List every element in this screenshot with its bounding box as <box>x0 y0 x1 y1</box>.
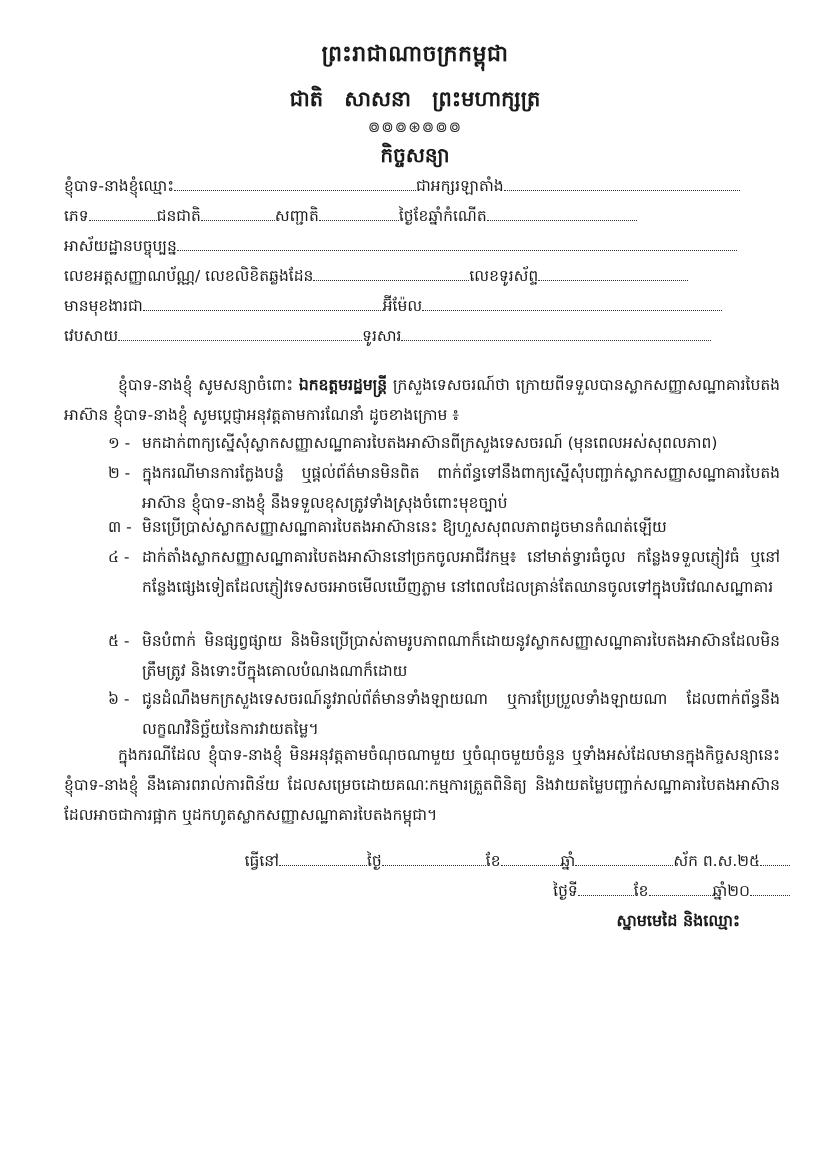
website-blank[interactable] <box>118 326 362 341</box>
year-label: ឆ្នាំ <box>560 852 576 870</box>
list-item <box>108 684 780 744</box>
birthdate-blank[interactable] <box>487 206 637 221</box>
item-text: ដាក់តាំងស្លាកសញ្ញាសណ្ឋាគារបៃតងអាស៊ាននៅច្រកចូលអាជីវកម្ម៖ នៅមាត់ទ្វារធំចូល កន្លែងទទួលភ្ញៀវធំ ឬនៅកន្លែងផ្សេងទៀតដែលភ្ញៀវទេសចរអាចមើលឃើញភ្លាម នៅពេលដែលគ្រាន់តែឈានចូលទៅក្នុងបរិវេណសណ្ឋាគារ <box>142 548 780 596</box>
ethnicity-blank[interactable] <box>201 206 275 221</box>
date-day-label: ថ្ងៃទី <box>553 882 578 900</box>
field-label-ethnicity: ជនជាតិ <box>156 207 201 225</box>
position-blank[interactable] <box>143 296 383 311</box>
id-number-blank[interactable] <box>313 266 469 281</box>
intro-part-1: ខ្ញុំបាទ-នាងខ្ញុំ សូមសន្យាចំពោះ <box>118 376 299 394</box>
month-blank[interactable] <box>501 851 561 866</box>
item-number: ៥ - <box>108 632 130 650</box>
item-number: ៣ - <box>108 518 132 536</box>
field-label-latin-name: ជាអក្សរឡាតាំង <box>416 177 504 195</box>
item-text: មិនប្រើប្រាស់ស្លាកសញ្ញាសណ្ឋាគារបៃតងអាស៊ាននេះ ឱ្យហួសសុពលភាពដូចមានកំណត់ឡើយ <box>142 518 667 536</box>
field-row-name <box>64 174 780 198</box>
list-item <box>108 626 780 686</box>
field-label-id-number: លេខអត្តសញ្ញាណប័ណ្ណ/ លេខលិខិតឆ្លងដែន <box>64 267 314 285</box>
latin-name-blank[interactable] <box>504 176 740 191</box>
field-label-address: អាស័យដ្ឋានបច្ចុប្បន្ន <box>64 237 177 255</box>
item-text: មកដាក់ពាក្យស្នើសុំស្លាកសញ្ញាសណ្ឋាគារបៃតងអាស៊ានពីក្រសួងទេសចរណ៍ (មុនពេលអស់សុពលភាព) <box>142 434 718 452</box>
ornament-divider: ៙៙៙⊛៙៙៙ <box>367 118 463 136</box>
item-text: មិនបំពាក់ មិនផ្សព្វផ្សាយ និងមិនប្រើប្រាស់តាមរូបភាពណាក៏ដោយនូវស្លាកសញ្ញាសណ្ឋាគារបៃតងអាស៊ានដែលមិនត្រឹមត្រូវ និងទោះបីក្នុងគោលបំណងណាក៏ដោយ <box>142 632 780 680</box>
year-blank[interactable] <box>575 851 673 866</box>
item-text: ក្នុងករណីមានការក្លែងបន្លំ ឬផ្តល់ព័ត៌មានមិនពិត ពាក់ព័ន្ធទៅនឹងពាក្យស្នើសុំបញ្ជាក់ស្លាកសញ្ញាសណ្ឋាគារបៃតងអាស៊ាន ខ្ញុំបាទ-នាងខ្ញុំ នឹងទទួលខុសត្រូវទាំងស្រុងចំពោះមុខច្បាប់ <box>142 464 780 512</box>
list-item <box>108 542 780 602</box>
signature-label: ស្នាមមេដៃ និងឈ្មោះ <box>616 911 740 930</box>
field-label-fax: ទូរសារ <box>362 327 402 345</box>
field-label-phone: លេខទូរស័ព្ទ <box>469 267 539 285</box>
nationality-blank[interactable] <box>319 206 399 221</box>
intro-part-2: ក្រសួងទេសចរណ៍ថា ក្រោយពីទទួលបានស្លាកសញ្ញាសណ្ឋាគារបៃតងអាស៊ាន ខ្ញុំបាទ-នាងខ្ញុំ សូមប្តេជ្ញាអនុវត្តតាមការណែនាំ ដូចខាងក្រោម ៖ <box>64 376 780 424</box>
name-blank[interactable] <box>174 176 416 191</box>
fax-blank[interactable] <box>401 326 711 341</box>
field-label-email: អ៊ីម៉ែល <box>382 297 423 315</box>
national-motto: ជាតិ សាសនា ព្រះមហាក្សត្រ <box>289 87 541 111</box>
item-number: ២ - <box>108 464 131 482</box>
date-day-blank[interactable] <box>578 881 634 896</box>
item-number: ១ - <box>108 434 131 452</box>
list-item <box>108 512 780 542</box>
list-item <box>108 428 780 458</box>
date-year-label: ឆ្នាំ២០ <box>712 882 750 900</box>
day-label: ថ្ងៃ <box>367 852 382 870</box>
field-label-birthdate: ថ្ងៃខែឆ្នាំកំណើត <box>398 207 487 225</box>
list-item <box>108 458 780 518</box>
date-month-blank[interactable] <box>649 881 713 896</box>
intro-minister: ឯកឧត្តមរដ្ឋមន្ត្រី <box>298 376 388 394</box>
item-number: ៤ - <box>108 548 130 566</box>
month-label: ខែ <box>485 852 501 870</box>
sex-blank[interactable] <box>89 206 157 221</box>
item-text: ជូនដំណឹងមកក្រសួងទេសចរណ៍នូវរាល់ព័ត៌មានទាំងឡាយណា ឬការប្រែប្រួលទាំងឡាយណា ដែលពាក់ព័ន្ធនឹងលក្ខណវិនិច្ឆ័យនៃការវាយតម្លៃ។ <box>142 690 780 738</box>
era-blank[interactable] <box>760 851 790 866</box>
signature-date-row <box>553 878 790 904</box>
field-row-identity <box>64 204 780 228</box>
field-label-website: វេបសាយ <box>64 327 119 345</box>
day-blank[interactable] <box>382 851 486 866</box>
email-blank[interactable] <box>422 296 722 311</box>
field-label-nationality: សញ្ជាតិ <box>274 207 319 225</box>
field-row-address <box>64 234 780 258</box>
era-label: ស័ក ព.ស.២៥ <box>673 852 760 870</box>
field-row-website-fax <box>64 324 780 348</box>
date-year-blank[interactable] <box>750 881 790 896</box>
document-title: កិច្ចសន្យា <box>380 143 450 167</box>
field-label-sex: ភេទ <box>64 207 89 225</box>
field-label-position: មានមុខងារជា <box>64 297 143 315</box>
made-at-blank[interactable] <box>279 851 367 866</box>
closing-paragraph: ក្នុងករណីដែល ខ្ញុំបាទ-នាងខ្ញុំ មិនអនុវត្តតាមចំណុចណាមួយ ឬចំណុចមួយចំនួន ឬទាំងអស់ដែលមានក្នុងកិច្ចសន្យានេះ ខ្ញុំបាទ-នាងខ្ញុំ នឹងគោរពរាល់ការពិន័យ ដែលសម្រេចដោយគណៈកម្មការត្រួតពិនិត្យ និងវាយតម្លៃបញ្ជាក់សណ្ឋាគារបៃតងអាស៊ាន ដែលអាចជាការផ្អាក ឬដកហូតស្លាកសញ្ញាសណ្ឋាគារបៃតងកម្ពុជា។ <box>64 746 780 824</box>
intro-paragraph <box>64 370 780 430</box>
phone-blank[interactable] <box>538 266 688 281</box>
field-row-position-email <box>64 294 780 318</box>
field-row-id-phone <box>64 264 780 288</box>
signature-place-row <box>245 848 790 874</box>
date-month-label: ខែ <box>633 882 649 900</box>
field-label-name: ខ្ញុំបាទ-នាងខ្ញុំឈ្មោះ <box>64 177 175 195</box>
made-at-label: ធ្វើនៅ <box>244 852 280 870</box>
kingdom-heading: ព្រះរាជាណាចក្រកម្ពុជា <box>321 42 509 67</box>
item-number: ៦ - <box>108 690 130 708</box>
address-blank[interactable] <box>177 236 737 251</box>
